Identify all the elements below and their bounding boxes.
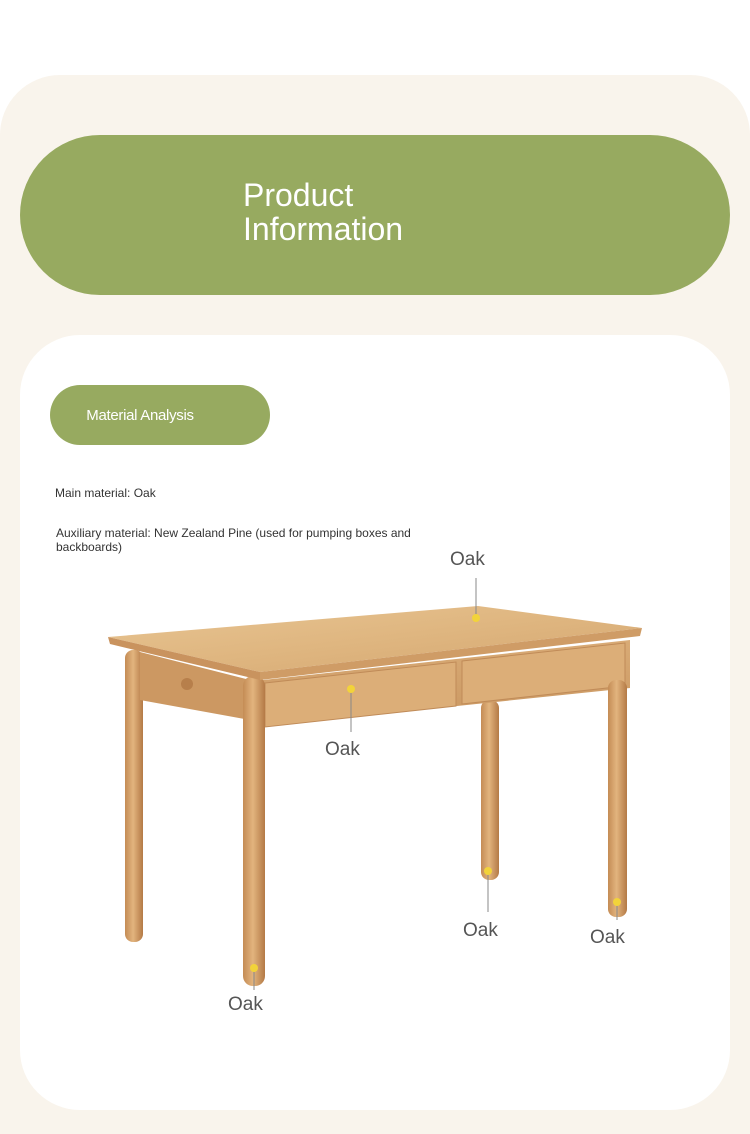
desk-leg-front-left <box>243 676 265 986</box>
marker-dot-top <box>472 614 480 622</box>
main-material-text: Main material: Oak <box>55 486 156 500</box>
desk-leg-front-right <box>608 680 627 917</box>
desk-leg-back-middle <box>481 700 499 880</box>
callout-label-leg-left: Oak <box>228 994 263 1015</box>
marker-dot-leg-right <box>613 898 621 906</box>
auxiliary-material-text: Auxiliary material: New Zealand Pine (used for pumping boxes and backboards) <box>56 526 411 554</box>
side-knob <box>181 678 193 690</box>
callout-label-top: Oak <box>450 549 485 570</box>
marker-dot-drawer <box>347 685 355 693</box>
callout-label-drawer: Oak <box>325 739 360 760</box>
marker-dot-leg-middle <box>484 867 492 875</box>
callout-label-leg-right: Oak <box>590 927 625 948</box>
page-title-line-2: Information <box>243 211 404 247</box>
callout-label-leg-middle: Oak <box>463 920 498 941</box>
section-title: Material Analysis <box>86 406 194 424</box>
marker-dot-leg-left <box>250 964 258 972</box>
page-title-line-1: Product <box>243 177 354 213</box>
